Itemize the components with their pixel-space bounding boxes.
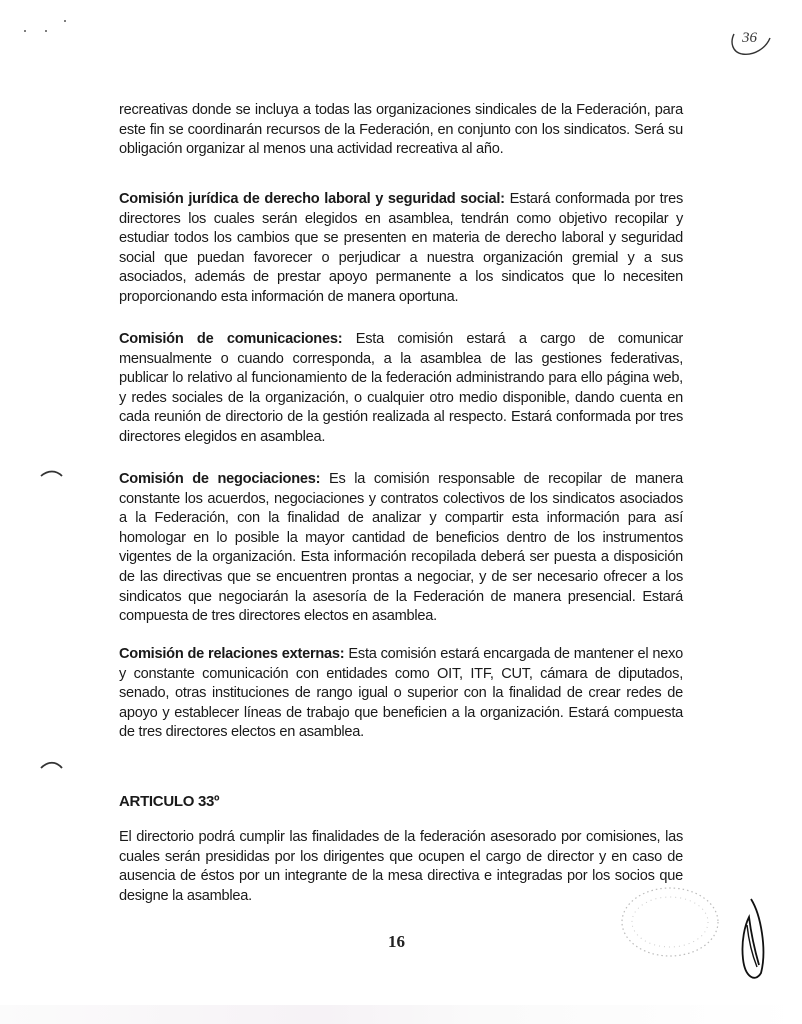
paragraph-text: recreativas donde se incluya a todas las organizaciones sindicales de la Federación, para este fin se coordinarán recursos de la Federación, en conjunto con los sindicatos. Será su obligación organizar al menos una actividad recreativa al año.: [119, 102, 683, 158]
paragraph-recreativas: [119, 101, 683, 160]
article-heading: ARTICULO 33º: [119, 793, 220, 810]
paragraph-comision-juridica: [119, 190, 683, 308]
scan-bleed-through: [0, 1005, 802, 1024]
paragraph-text: Esta comisión estará a cargo de comunicar mensualmente o cuando corresponda, a la asamblea de las gestiones federativas, publicar lo relativo al funcionamiento de la federación administrando para ello página web, y redes sociales de la organización, o cualquier otro medio disponible, dando cuenta en cada reunión de directorio de la gestión realizada al respecto. Estará conformada por tres directores elegidos en asamblea.: [119, 331, 683, 445]
paragraph-comision-relaciones-externas: [119, 645, 683, 743]
scan-speck: [45, 30, 47, 32]
margin-punch-mark: [38, 758, 68, 772]
paragraph-lead: Comisión de negociaciones:: [119, 471, 321, 487]
paragraph-text: Es la comisión responsable de recopilar de manera constante los acuerdos, negociaciones y contratos colectivos de los sindicatos asociados a la Federación, con la finalidad de analizar y compartir esta información para así homologar en lo posible la mayor cantidad de beneficios dentro de los instrumentos vigentes de la organización. Esta información recopilada deberá ser puesta a disposición de las directivas que se encuentren prontas a negociar, y de ser necesario ofrecer a los sindicatos que negociarán la asesoría de la Federación de manera presencial. Estará compuesta de tres directores electos en asamblea.: [119, 471, 683, 625]
scan-speck: [64, 20, 66, 22]
paragraph-text: Estará conformada por tres directores los cuales serán elegidos en asamblea, tendrán como objetivo recopilar y estudiar todos los cambios que se presenten en materia de derecho laboral y seguridad social que puedan favorecer o perjudicar a nuestra organización gremial y a sus asociados, además de prestar apoyo permanente a los sindicatos que lo necesiten proporcionando esta información de manera oportuna.: [119, 191, 683, 305]
faded-stamp: [610, 880, 730, 970]
paragraph-lead: Comisión jurídica de derecho laboral y seguridad social:: [119, 191, 505, 207]
paragraph-lead: Comisión de relaciones externas:: [119, 646, 345, 662]
signature-icon: [735, 895, 775, 985]
page-number: 16: [388, 932, 405, 951]
paragraph-text: Esta comisión estará encargada de mantener el nexo y constante comunicación con entidades como OIT, ITF, CUT, cámara de diputados, senado, otras instituciones de rango igual o superior con la finalidad de crear redes de apoyo y establecer líneas de trabajo que beneficien a la organización. Estará compuesta de tres directores electos en asamblea.: [119, 646, 683, 741]
margin-punch-mark: [38, 468, 68, 482]
paragraph-lead: Comisión de comunicaciones:: [119, 331, 343, 347]
scan-speck: [24, 30, 26, 32]
paragraph-comision-comunicaciones: [119, 330, 683, 448]
article-33-text: El directorio podrá cumplir las finalidades de la federación asesorado por comisiones, las cuales serán presididas por los dirigentes que ocupen el cargo de director y en caso de ausencia de éstos por un integrante de la mesa directiva e integradas por los socios que designe la asamblea.: [119, 829, 683, 904]
handwritten-folio-number: [728, 20, 778, 60]
paragraph-comision-negociaciones: [119, 470, 683, 627]
folio-number-text: 36: [742, 30, 757, 46]
